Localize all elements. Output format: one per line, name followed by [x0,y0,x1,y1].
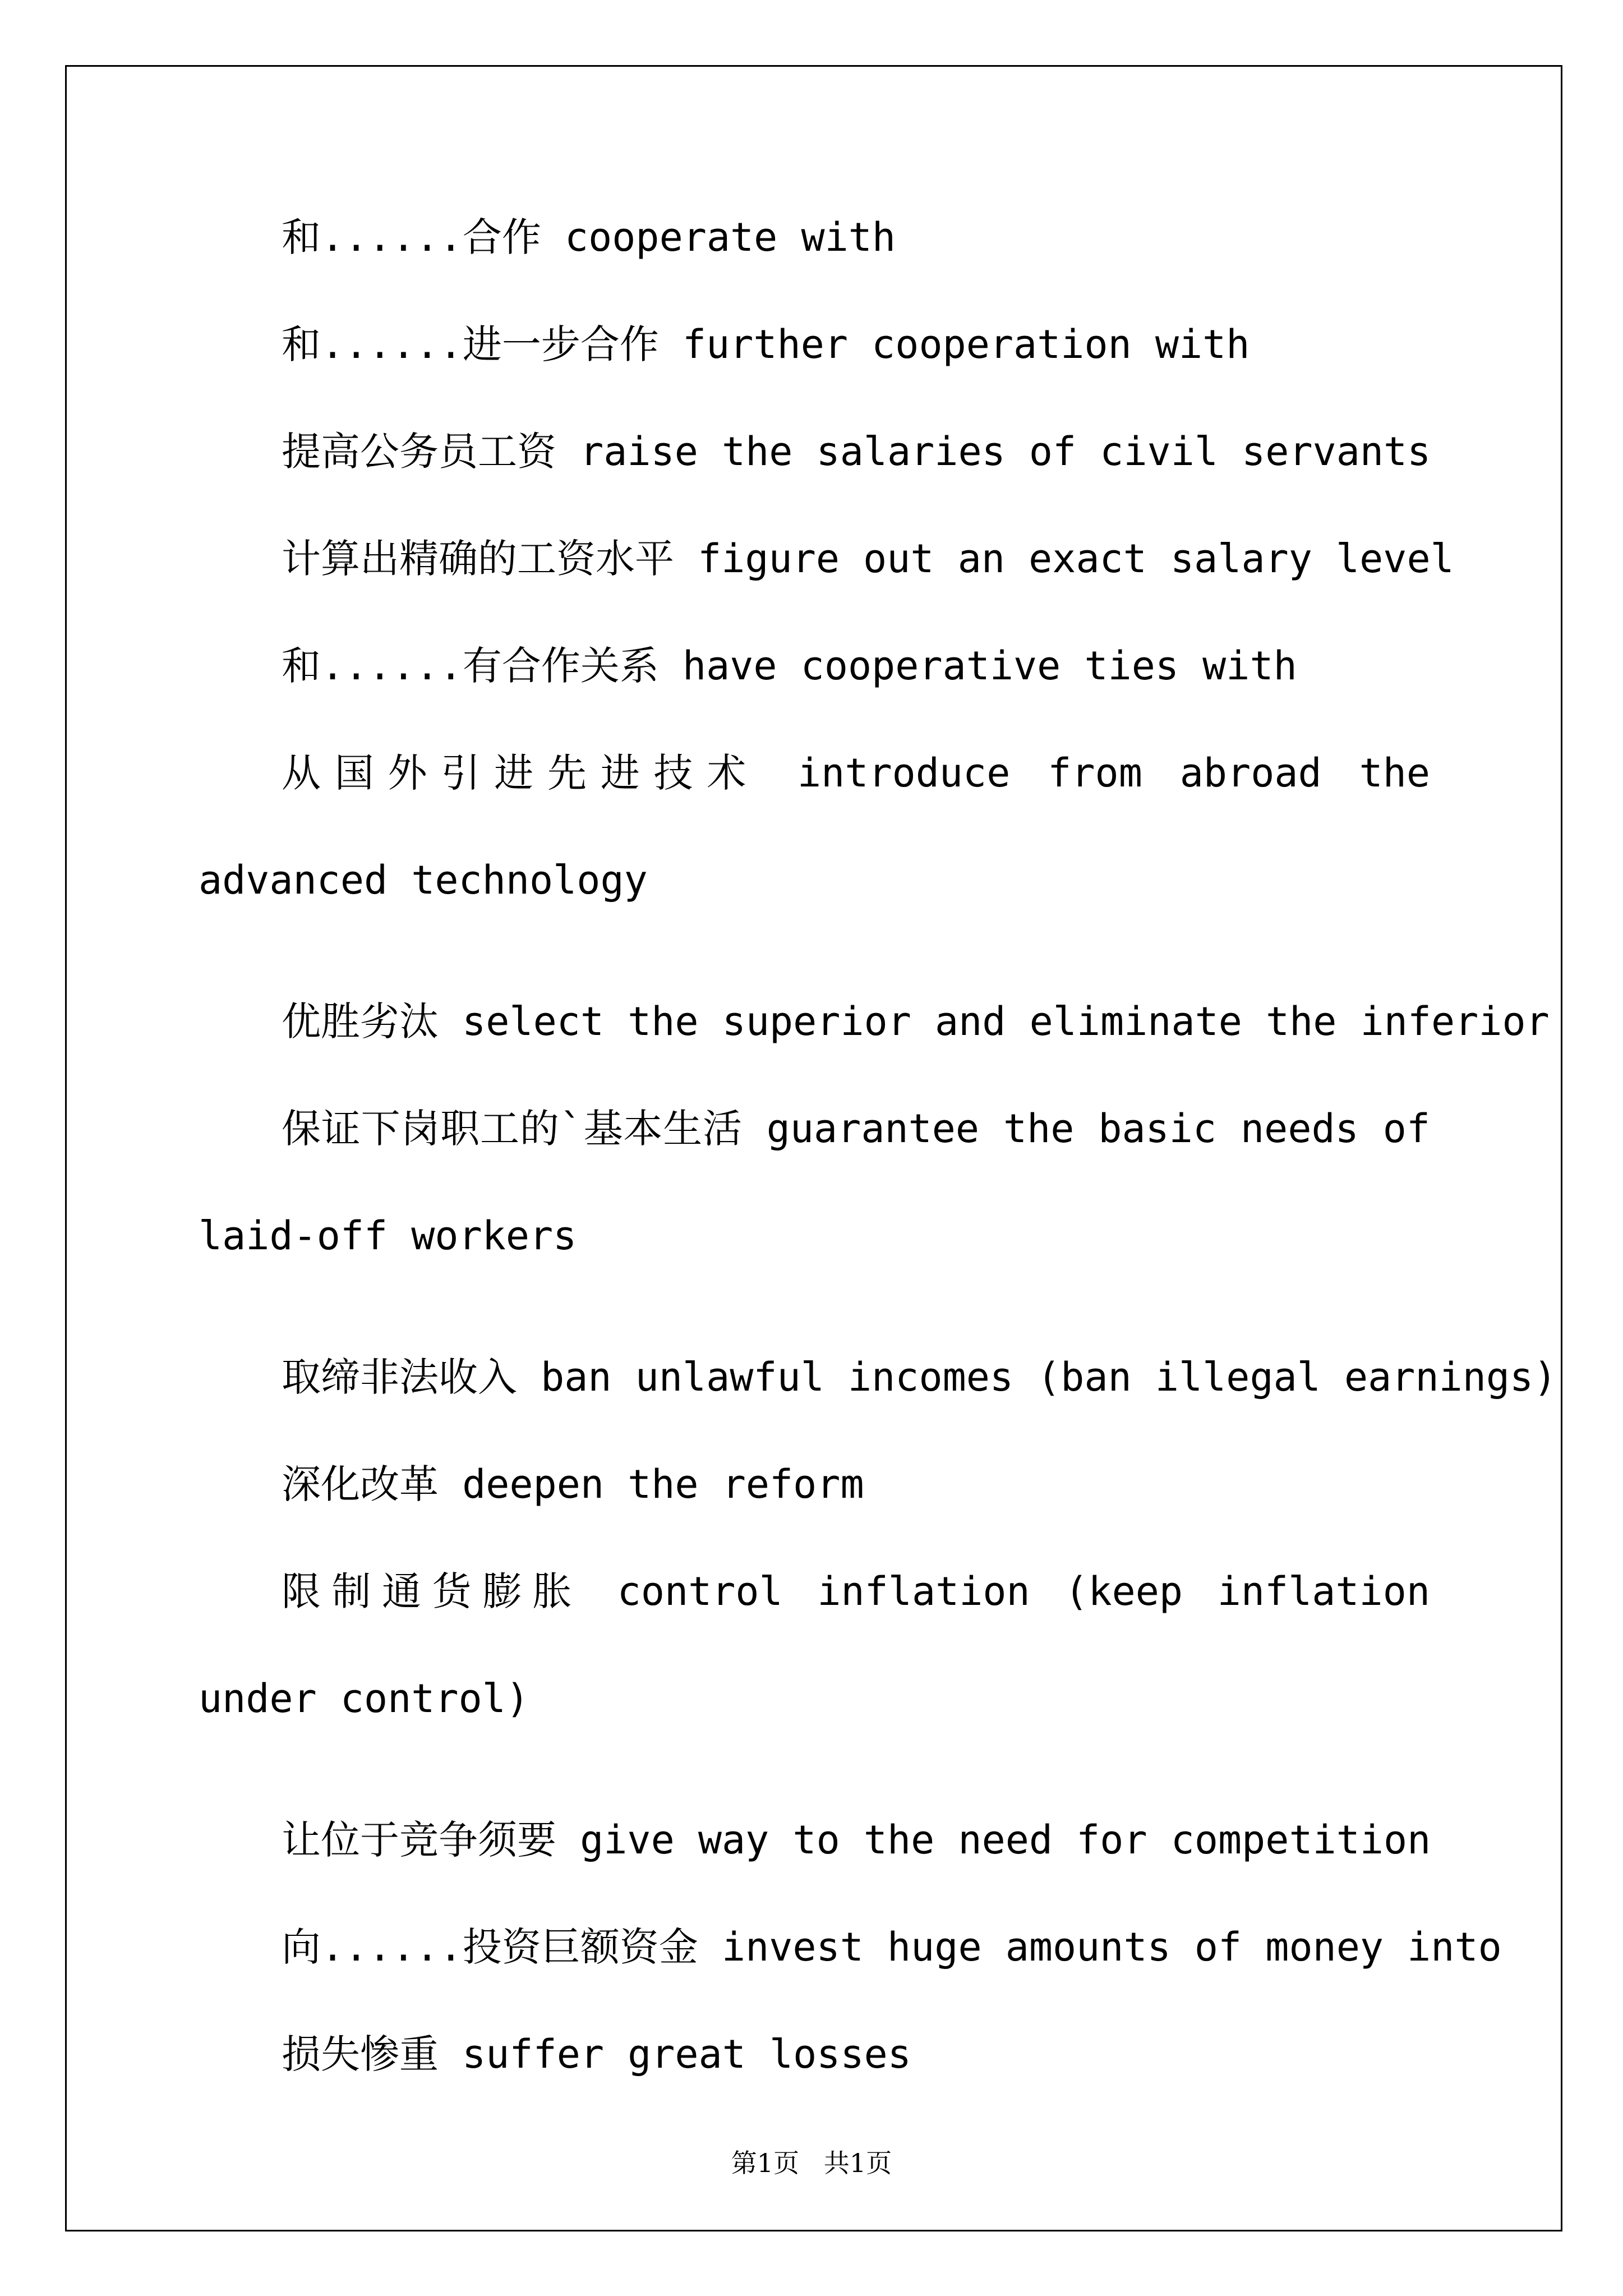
phrase-line: 限制通货膨胀 control inflation (keep inflation under control) [199,1568,1430,1722]
phrase-line: 优胜劣汰 select the superior and eliminate the inferior [282,999,1550,1045]
phrase-line: 保证下岗职工的`基本生活 guarantee the basic needs of laid-off workers [199,1106,1430,1259]
phrase-line: 和......合作 cooperate with [282,214,896,260]
phrase-line: 深化改革 deepen the reform [282,1461,864,1507]
phrase-line: 和......有合作关系 have cooperative ties with [282,643,1297,689]
phrase-line: 提高公务员工资 raise the salaries of civil servants [282,429,1431,475]
phrase-line: 向......投资巨额资金 invest huge amounts of money into [282,1924,1502,1970]
phrase-line: 和......进一步合作 further cooperation with [282,321,1250,367]
phrase-line: 取缔非法收入 ban unlawful incomes (ban illegal earnings) [282,1354,1557,1400]
phrase-line: 计算出精确的工资水平 figure out an exact salary level [282,536,1454,582]
phrase-line: 从国外引进先进技术 introduce from abroad the advanced technology [199,750,1430,903]
document-body [199,214,1557,2077]
page-footer: 第1页 共1页 [731,2148,892,2178]
phrase-line: 损失惨重 suffer great losses [282,2031,911,2077]
phrase-line: 让位于竞争须要 give way to the need for competition [282,1817,1431,1863]
